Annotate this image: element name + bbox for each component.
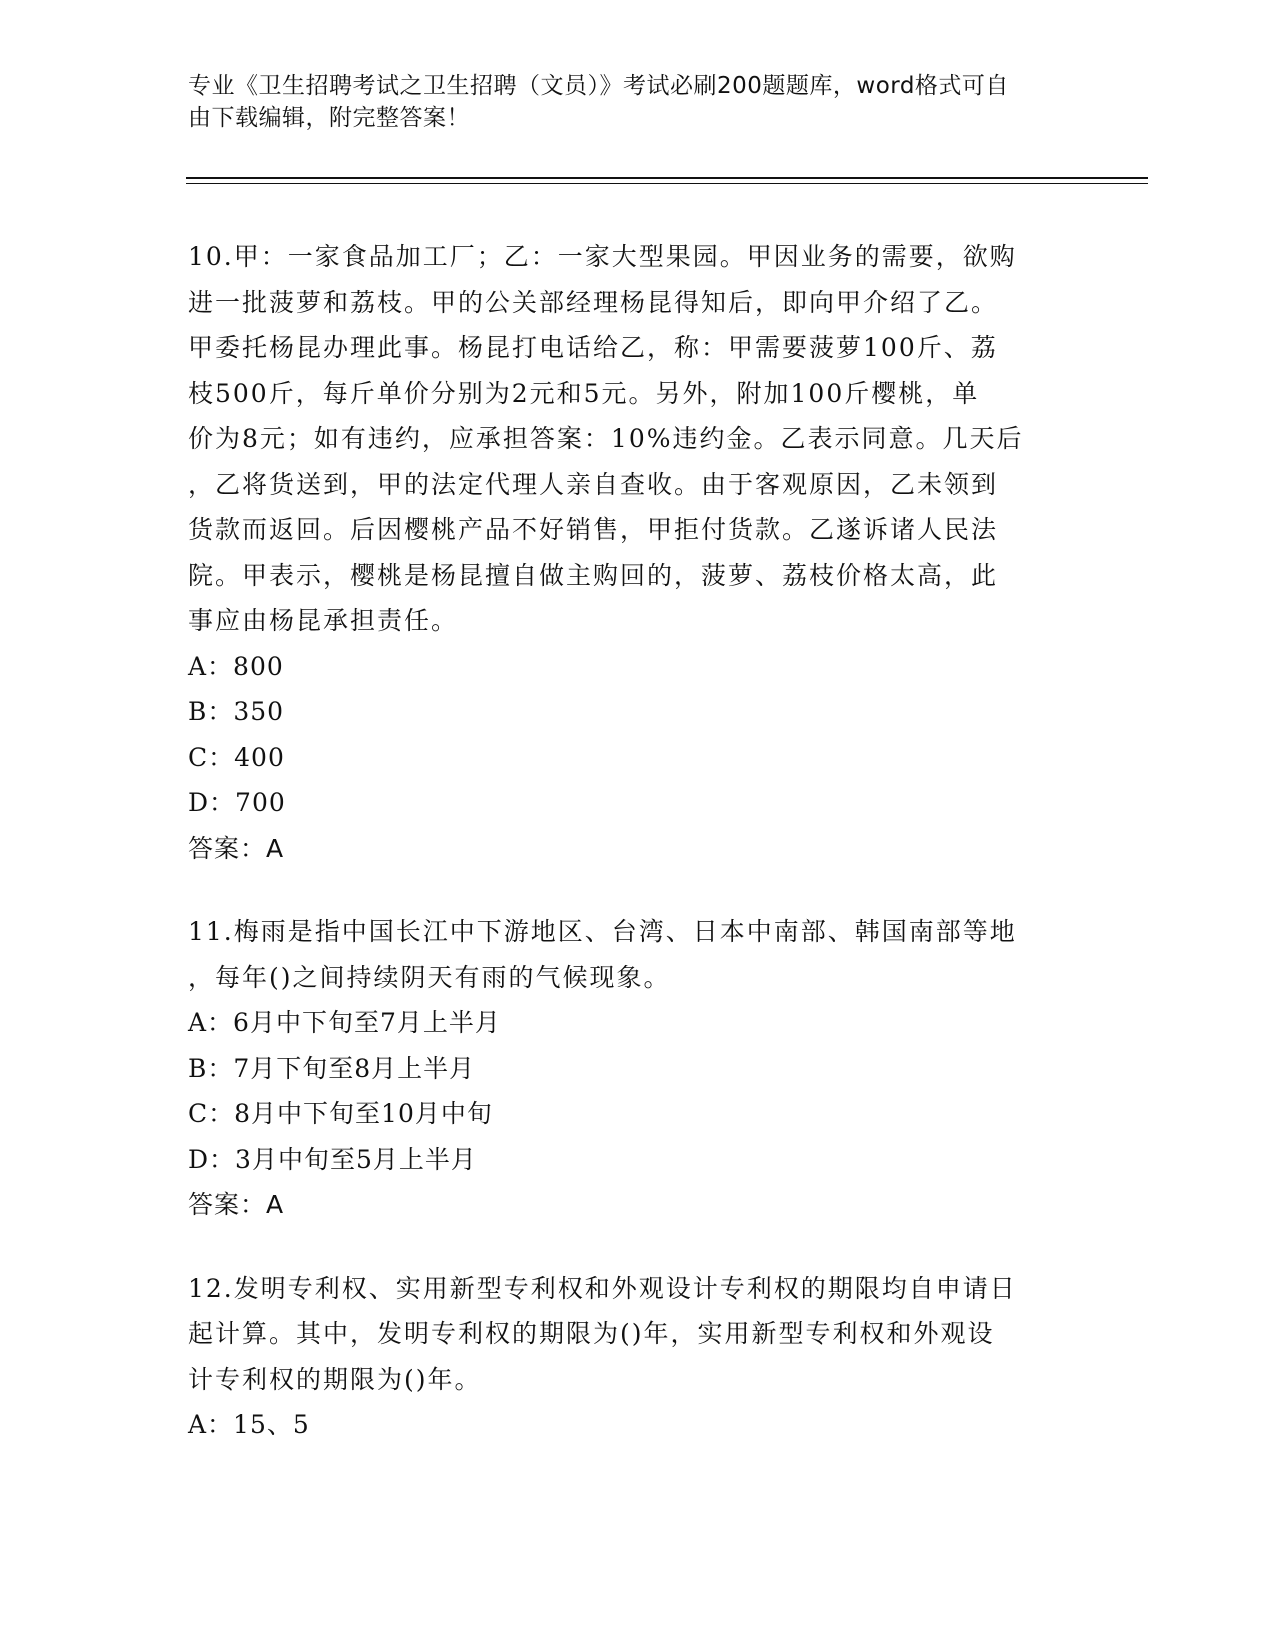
- option-d: D：3月中旬至5月上半月: [188, 1144, 477, 1174]
- question-list: [188, 234, 1078, 1486]
- question-11: [188, 909, 1078, 1228]
- option-c: C：400: [188, 742, 285, 772]
- option-c: C：8月中下旬至10月中旬: [188, 1099, 493, 1128]
- option-a: A：800: [188, 651, 284, 681]
- document-header: [188, 70, 1068, 134]
- header-rule-thick: [186, 177, 1148, 179]
- question-stem: 10.甲：一家食品加工厂；乙：一家大型果园。甲因业务的需要，欲购 进一批菠萝和荔枝。甲的公关部经理杨昆得知后，即向甲介绍了乙。 甲委托杨昆办理此事。杨昆打电话给乙，称：甲需要菠萝100斤、荔 枝500斤，每斤单价分别为2元和5元。另外，附加100斤樱桃，单 价为8元；如有违约，应承担答案：10%违约金。乙表示同意。几天后 ，乙将货送到，甲的法定代理人亲自查收。由于客观原因，乙未领到 货款而返回。后因樱桃产品不好销售，甲拒付货款。乙遂诉诸人民法 院。甲表示，樱桃是杨昆擅自做主购回的，菠萝、荔枝价格太高，此 事应由杨昆承担责任。: [188, 242, 1024, 635]
- header-line-2: 由下载编辑，附完整答案！: [188, 105, 470, 131]
- question-12: [188, 1266, 1078, 1448]
- option-d: D：700: [188, 788, 286, 817]
- option-a: A：15、5: [188, 1410, 310, 1439]
- question-stem: 11.梅雨是指中国长江中下游地区、台湾、日本中南部、韩国南部等地 ，每年()之间持续阴天有雨的气候现象。: [188, 917, 1017, 992]
- answer-line: 答案：A: [188, 1190, 285, 1219]
- option-b: B：350: [188, 697, 285, 726]
- answer-line: 答案：A: [188, 833, 285, 863]
- question-10: [188, 234, 1078, 871]
- header-line-1: 专业《卫生招聘考试之卫生招聘（文员）》考试必刷200题题库，word格式可自: [188, 73, 1009, 99]
- header-rule-thin: [186, 183, 1148, 184]
- option-a: A：6月中下旬至7月上半月: [188, 1008, 501, 1037]
- question-stem: 12.发明专利权、实用新型专利权和外观设计专利权的期限均自申请日 起计算。其中，发明专利权的期限为()年，实用新型专利权和外观设 计专利权的期限为()年。: [188, 1273, 1017, 1394]
- option-b: B：7月下旬至8月上半月: [188, 1053, 476, 1083]
